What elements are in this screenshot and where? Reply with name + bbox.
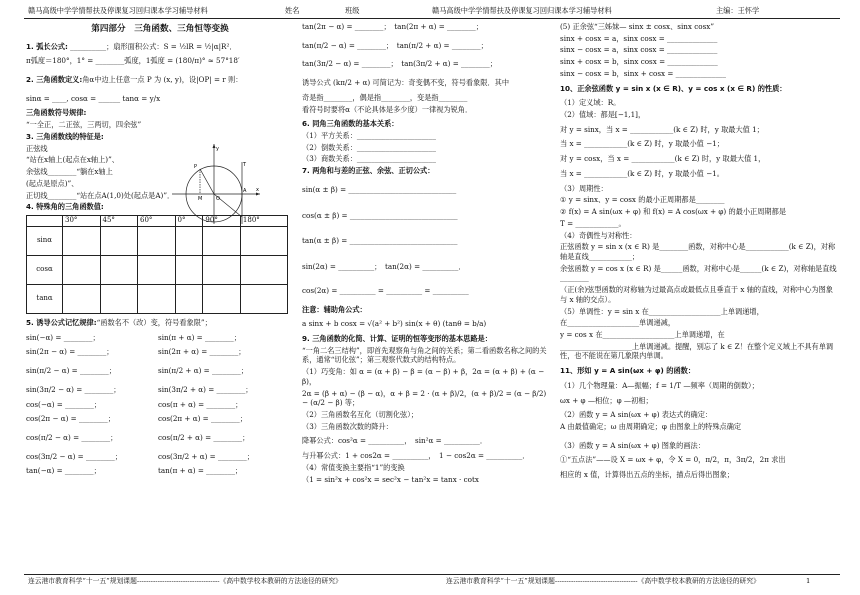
- physical-quantities: （1）几个物理量：A—振幅；f = 1/T —频率（周期的倒数）；: [560, 380, 759, 390]
- five-point-method: ①“五点法”——设 X = ωx + φ，令 X = 0，π/2，π，3π/2，2π 求出: [560, 455, 786, 465]
- tan-sum-formula: tan(α ± β) = ______________________________: [302, 236, 458, 246]
- power-raise: 与升幂公式：1 + cos2α = __________， 1 − cos2α = __________．: [302, 451, 530, 461]
- special-angles-label: 4. 特殊角的三角函数值:: [26, 202, 104, 212]
- header-name-label: 姓名: [285, 6, 300, 15]
- period-row: ① y = sinx、y = cosx 的最小正周期都是________: [560, 195, 725, 205]
- trig-lines-l5: 正切线________“站在点A(1,0)处(起点是A)”．: [26, 190, 175, 200]
- induction-formulas: [26, 333, 294, 476]
- formula-blank: cos(2π − α) = ________；: [26, 414, 115, 424]
- constant-transform: （4）常值变换主要指“1”的变换: [302, 462, 405, 472]
- formula-blank: cos(π + α) = ________；: [158, 399, 243, 409]
- tan-formula-row: tan(3π/2 − α) = ________； tan(3π/2 + α) = ________；: [302, 59, 497, 69]
- table-header-cell: 30°: [63, 215, 101, 226]
- monotonic-row: ____________________上单调递减。提醒，别忘了 k ∈ Z！在整个定义域上不具有单调性，也不能说在第几象限内单调。: [560, 341, 834, 361]
- double-angle-formula: sin(2α) = __________； tan(2α) = __________．: [302, 262, 466, 272]
- arc-length-text: __________；扇形面积公式：S = ½lR = ½|α|R²．: [70, 41, 237, 51]
- column-middle: [302, 22, 552, 572]
- formula-blank: cos(π/2 + α) = ________；: [158, 432, 250, 442]
- power-reduce: 降幂公式：cos²α = __________， sin²α = __________．: [302, 436, 488, 446]
- cos-sum-formula: cos(α ± β) = ______________________________: [302, 210, 458, 220]
- formula-blank: cos(−α) = ________；: [26, 399, 102, 409]
- sum-formula-label: 7. 两角和与差的正弦、余弦、正切公式：: [302, 166, 435, 176]
- three-sisters-row: sinx − cosx = a，sinx cosx = ______________: [560, 45, 718, 55]
- cosine-symmetry: 余弦函数 y = cos x (x ∈ R) 是______函数，对称中心是______(k ∈ Z)，对称轴是直线________: [560, 263, 837, 283]
- table-header-cell: 45°: [100, 215, 138, 226]
- svg-text:y: y: [216, 146, 219, 152]
- sign-rule-label: 三角函数符号规律:: [26, 108, 87, 118]
- header-rule: [24, 18, 840, 19]
- simplify-label: 9. 三角函数的化简、计算、证明的恒等变形的基本思路是：: [302, 333, 492, 343]
- symmetry-note: （正(余)弦型函数的对称轴为过最高点或最低点且垂直于 x 轴的直线，对称中心为图象与 x 轴的交点）。: [560, 285, 833, 304]
- table-corner-cell: [27, 215, 63, 226]
- aux-angle-formula: a sinx + b cosx = √(a² + b²) sin(x + θ) (tanθ = b/a): [302, 319, 487, 329]
- unit-circle-diagram: [170, 142, 262, 226]
- header-school-right: 赣马高级中学学情帮扶及停课复习回归课本学习辅导材料: [432, 6, 612, 15]
- formula-blank: cos(2π + α) = ________；: [158, 414, 247, 424]
- column-right: [560, 22, 840, 572]
- svg-text:O: O: [216, 196, 220, 202]
- svg-text:M: M: [198, 196, 203, 202]
- tan-formula-row: tan(2π − α) = ________； tan(2π + α) = ________；: [302, 22, 483, 31]
- range-row: 当 x = ____________(k ∈ Z) 时，y 取最小值 −1；: [560, 139, 724, 149]
- svg-text:P: P: [194, 164, 198, 170]
- table-header-cell: 180°: [240, 215, 287, 226]
- table-header-cell: 0°: [175, 215, 203, 226]
- footer-rule: [24, 574, 840, 575]
- sin-cos-property-label: 10、正余弦函数 y = sin x (x ∈ R)、y = cos x (x ∈ R) 的性质：: [560, 83, 787, 93]
- simplify-angle: （1）巧变角：如 α = (α + β) − β = (α − β) + β，2α = (α + β) + (α − β)，: [302, 367, 545, 386]
- table-header-cell: 90°: [203, 215, 241, 226]
- formula-blank: cos(3π/2 + α) = ________；: [158, 451, 254, 461]
- header-editor: 主编：王怀学: [716, 6, 760, 15]
- five-point-method: 相应的 x 值，计算得出五点的坐标，描点后得出图象；: [560, 470, 734, 480]
- formula-blank: sin(π + α) = ________；: [158, 332, 241, 342]
- sign-rule-text: “一全正，二正弦，三两切，四余弦”: [26, 120, 142, 130]
- identity-label: 6. 同角三角函数的基本关系：: [302, 119, 399, 129]
- expression-text: A 由最值确定；ω 由周期确定；φ 由图象上的特殊点确定: [560, 422, 742, 431]
- monotonic-row: （5）单调性：y = sin x 在____________________上单调递增，: [560, 306, 764, 316]
- period-label: （3）周期性：: [560, 183, 608, 193]
- induction-note: 奇是指________，偶是指________，变是指________: [302, 92, 468, 102]
- special-angles-table: [26, 215, 288, 314]
- identity-quotient: （3）商数关系：______________________: [302, 154, 436, 164]
- trig-lines-label: 3. 三角函数线的特征是:: [26, 131, 104, 141]
- table-header-cell: 60°: [138, 215, 176, 226]
- three-sisters-row: sinx + cosx = a，sinx cosx = ______________: [560, 33, 718, 43]
- range-row: 当 x = ____________(k ∈ Z) 时，y 取最小值 −1。: [560, 168, 724, 178]
- period-row: T = ____________。: [560, 218, 626, 228]
- footer-left: 连云港市教育科学“十一五”规划课题------------------------------------《高中数学校本教研的方法途径的研究》: [28, 577, 342, 585]
- column-left: [26, 22, 294, 572]
- induction-rule-text: “函数名不（改）变，符号看象限”；: [96, 317, 212, 327]
- formula-blank: sin(3π/2 + α) = ________；: [158, 384, 253, 394]
- simplify-degree: （3）三角函数次数的降升：: [302, 421, 393, 431]
- simplify-angle: 2α = (β + α) − (β − α)，α + β = 2 · (α + β)/2，(α + β)/2 = (α − β/2) − (α/2 − β) 等；: [302, 388, 547, 408]
- trig-lines-l3: 余弦线________“躺在x轴上: [26, 167, 113, 177]
- constant-transform-formula: （1 = sin²x + cos²x = sec²x − tan²x = tanx · cotx: [302, 474, 479, 484]
- monotonic-row: 在____________________单调递减，: [560, 318, 676, 328]
- sinusoid-label: 11、形如 y = A sin(ωx + φ) 的函数：: [560, 366, 696, 376]
- three-sisters-row: sinx − cosx = b，sinx + cosx = ______________: [560, 68, 726, 78]
- phase-text: ωx + φ —相位；φ —初相；: [560, 395, 653, 405]
- header-school-left: 赣马高级中学学情帮扶及停课复习回归课本学习辅导材料: [28, 6, 208, 15]
- formula-blank: sin(2π + α) = ________；: [158, 347, 246, 357]
- symmetry-label: （4）奇偶性与对称性：: [560, 230, 637, 240]
- formula-blank: tan(π + α) = ________；: [158, 466, 243, 476]
- expression-label: （2）函数 y = A sin(ωx + φ) 表达式的确定：: [560, 410, 713, 420]
- svg-text:T: T: [243, 162, 247, 168]
- formula-blank: cos(π/2 − α) = ________；: [26, 432, 118, 442]
- formula-blank: sin(−α) = ________；: [26, 332, 100, 342]
- induction-rule-label: 5. 诱导公式记忆规律:: [26, 317, 97, 327]
- simplify-names: （2）三角函数名互化（切割化弦）；: [302, 409, 418, 419]
- aux-angle-label: 注意：辅助角公式：: [302, 304, 367, 314]
- cos-double-formula: cos(2α) = __________ = __________ = __________: [302, 285, 469, 295]
- drawing-label: （3）函数 y = A sin(ωx + φ) 图象的画法：: [560, 440, 705, 450]
- induction-note: 诱导公式 (kπ/2 + α) 可简记为：奇变偶不变，符号看象限．其中: [302, 78, 510, 88]
- formula-blank: tan(−α) = ________；: [26, 466, 101, 476]
- footer-right: 连云港市教育科学“十一五”规划课题------------------------------------《高中数学校本教研的方法途径的研究》: [446, 577, 760, 585]
- table-row-label: cosα: [27, 255, 63, 284]
- formula-blank: sin(2π − α) = ________；: [26, 347, 114, 357]
- table-row-label: sinα: [27, 226, 63, 255]
- trig-definition-formulas: sinα = ____, cosα = ______ tanα = y/x: [26, 93, 161, 103]
- sin-sum-formula: sin(α ± β) = ______________________________: [302, 184, 457, 194]
- range-text: （2）值域：都是[−1,1]，: [560, 110, 646, 120]
- page-number: 1: [806, 577, 811, 585]
- range-row: 对 y = cosx，当 x = ____________(k ∈ Z) 时，y 取最大值 1，: [560, 154, 766, 164]
- three-sisters-title: (5) 正余弦“三姊妹— sinx ± cosx、sinx cosx”: [560, 22, 715, 31]
- trig-definition-label: 2. 三角函数定义:: [26, 75, 83, 85]
- table-row-label: tanα: [27, 284, 63, 313]
- trig-definition-text: 角α中边上任意一点 P 为 (x, y)，设|OP| = r 则：: [82, 75, 243, 85]
- svg-text:x: x: [256, 187, 259, 193]
- trig-lines-l2: “站在x轴上(起点在x轴上)”、: [26, 155, 119, 165]
- header-class-label: 班级: [345, 6, 360, 15]
- simplify-text: “一角二名三结构”，即首先观察角与角之间的关系；第二看函数名称之间的关系，通常“切化弦”；第三观察代数式的结构特点。: [302, 345, 547, 365]
- domain-text: （1）定义域：R。: [560, 98, 621, 108]
- period-row: ② f(x) = A sin(ωx + φ) 和 f(x) = A cos(ωx + φ) 的最小正周期都是: [560, 207, 787, 217]
- identity-square: （1）平方关系：______________________: [302, 131, 436, 141]
- tan-formula-row: tan(π/2 − α) = ________； tan(π/2 + α) = ________；: [302, 40, 488, 50]
- monotonic-row: y = cos x 在____________________上单调递增，在: [560, 329, 725, 339]
- three-sisters-row: sinx + cosx = b，sinx cosx = ______________: [560, 57, 718, 67]
- range-row: 对 y = sinx，当 x = ____________(k ∈ Z) 时，y 取最大值 1；: [560, 124, 764, 134]
- arc-length-label: 1. 弧长公式:: [26, 41, 68, 51]
- trig-lines-l4: (起点是原点)”、: [26, 178, 79, 188]
- identity-reciprocal: （2）倒数关系：______________________: [302, 142, 436, 152]
- trig-lines-l1: 正弦线: [26, 143, 48, 153]
- formula-blank: sin(3π/2 − α) = ________；: [26, 384, 121, 394]
- section-title: 第四部分 三角函数、三角恒等变换: [91, 24, 229, 34]
- formula-blank: sin(π/2 + α) = ________；: [158, 366, 248, 376]
- induction-note: 看符号时要将α（不论具体是多少度）一律视为锐角．: [302, 104, 473, 114]
- sine-symmetry: 正弦函数 y = sin x (x ∈ R) 是________函数，对称中心是____________(k ∈ Z)，对称轴是直线____________；: [560, 242, 836, 261]
- formula-blank: sin(π/2 − α) = ________；: [26, 366, 116, 376]
- formula-blank: cos(3π/2 − α) = ________；: [26, 451, 122, 461]
- radian-conversion: π弧度＝180°，1° = ________弧度，1弧度 = (180/π)° ≈ 57°18′: [26, 56, 240, 66]
- svg-text:A: A: [243, 188, 247, 194]
